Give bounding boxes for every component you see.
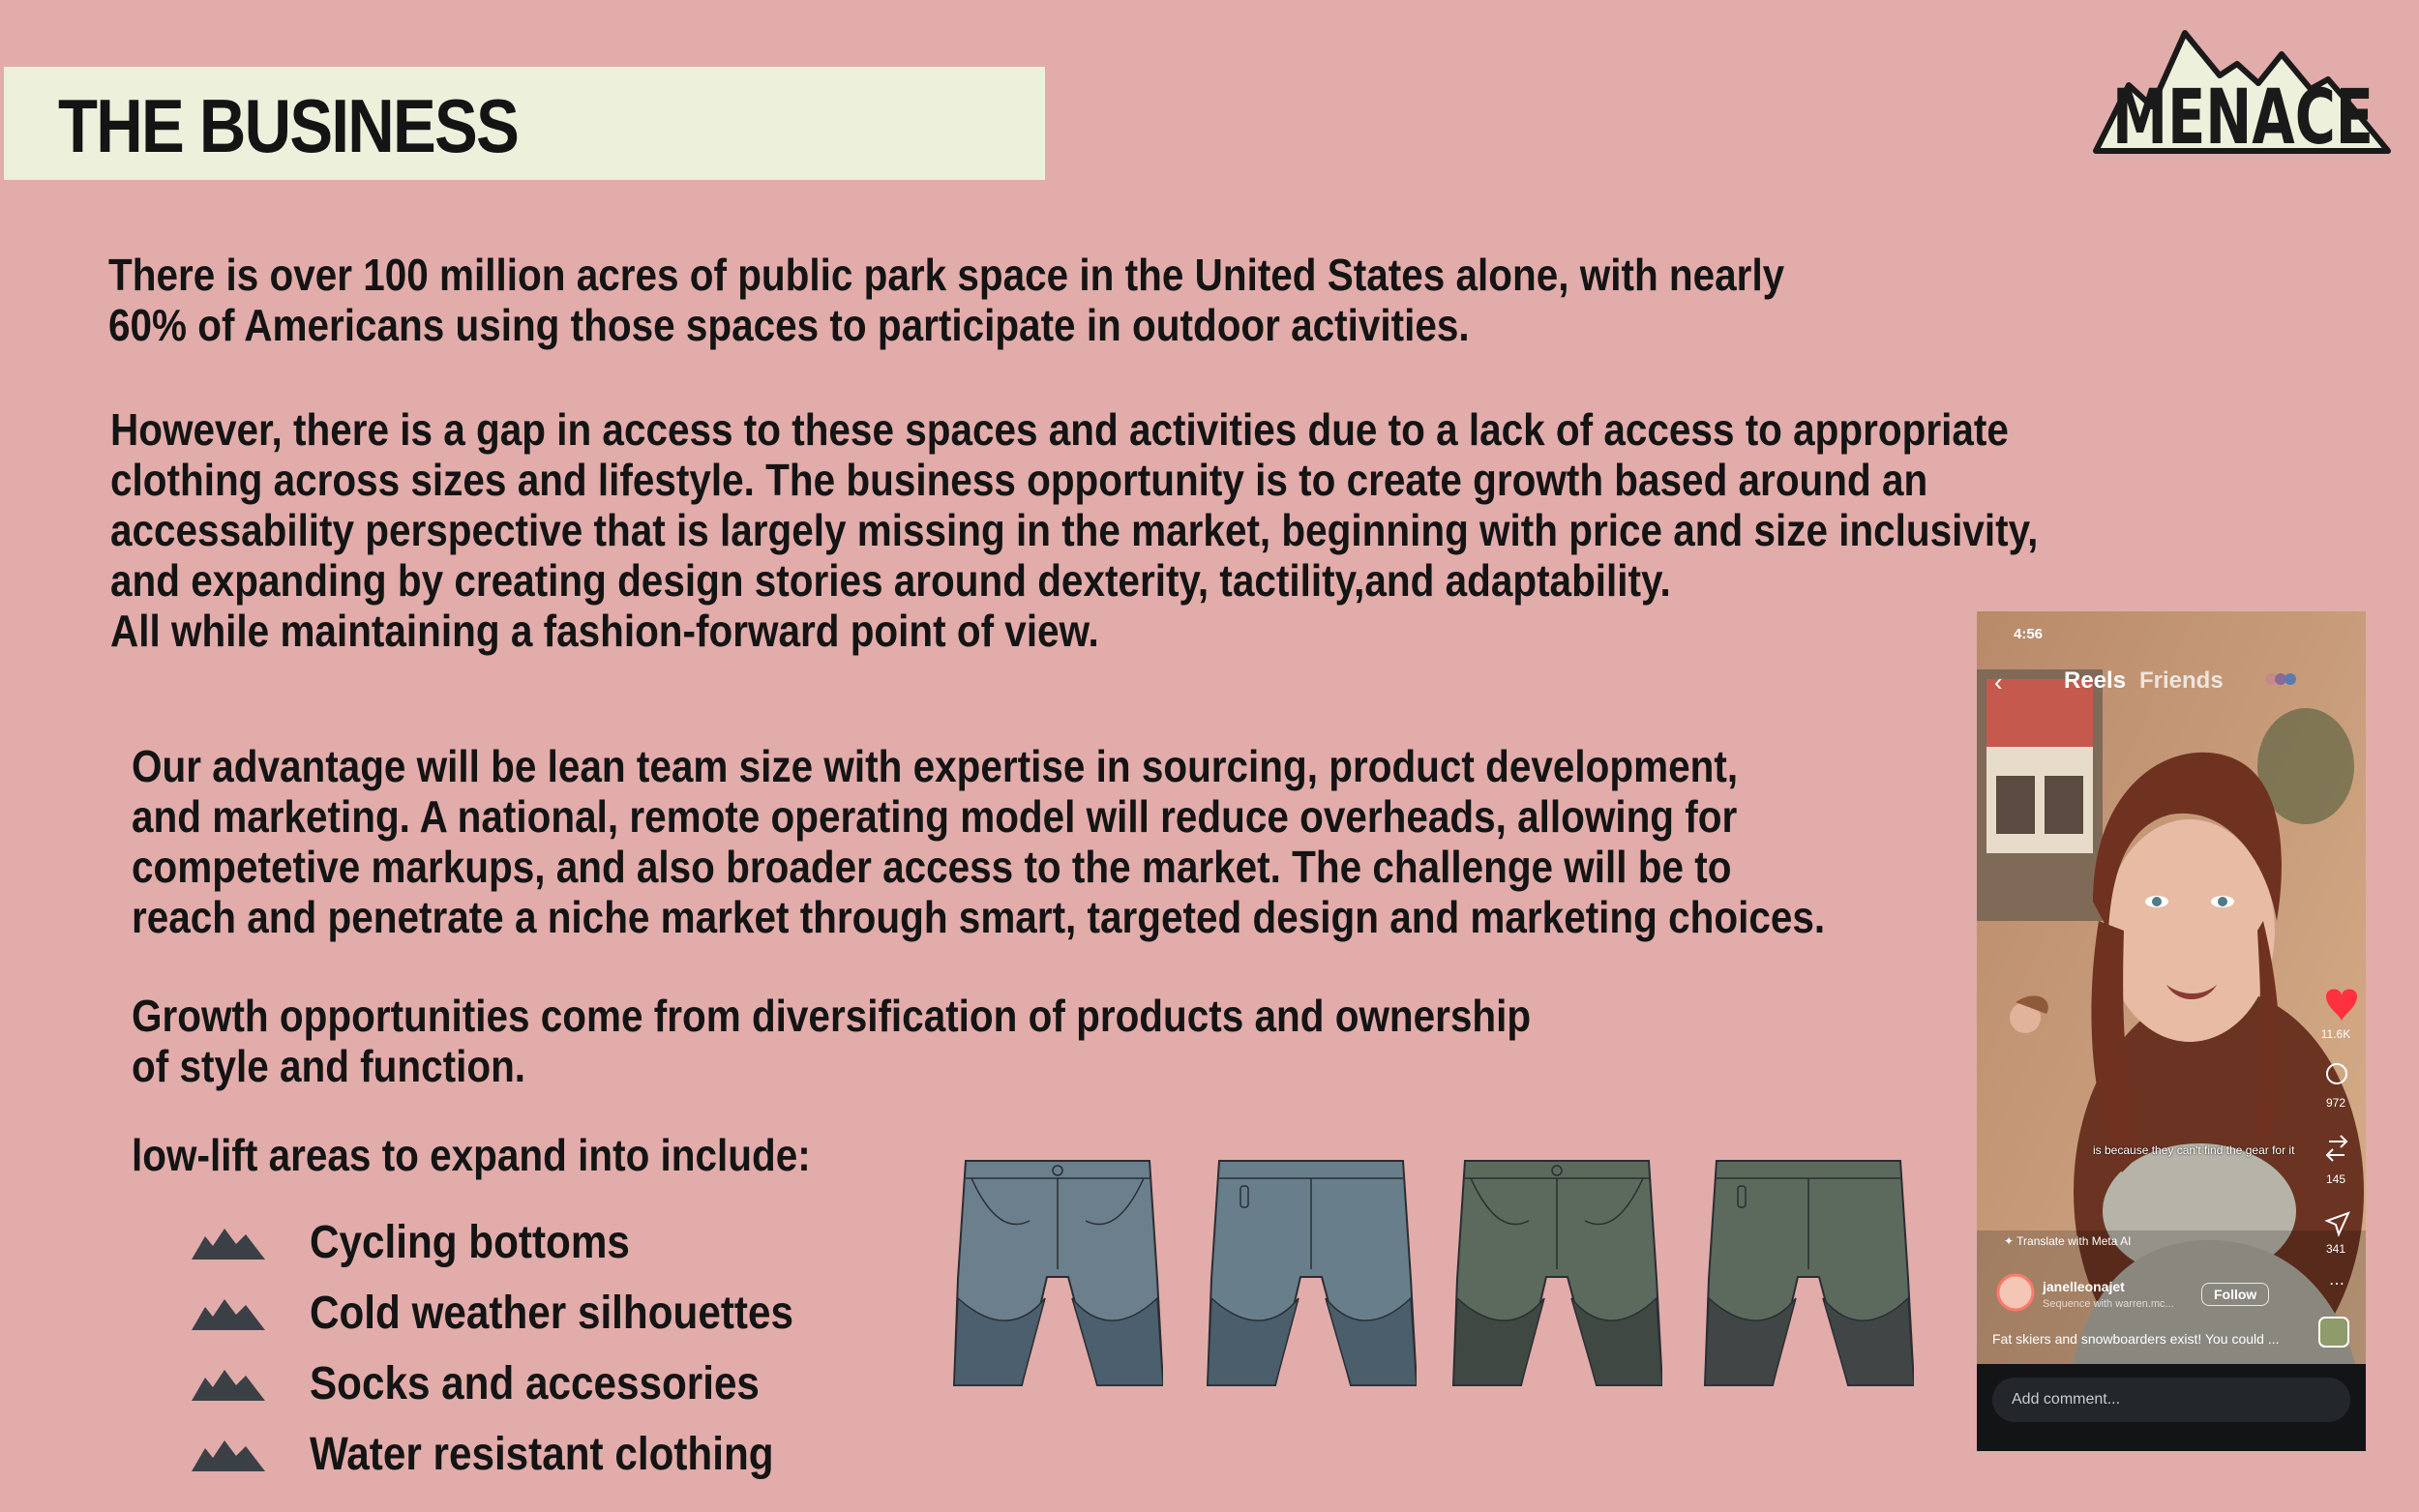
- sequence-credit: Sequence with warren.mc...: [2043, 1298, 2174, 1310]
- comment-count: 972: [2325, 1096, 2346, 1110]
- shorts-illustration-back-green: [1703, 1153, 1914, 1393]
- instagram-reel-screenshot: [1977, 611, 2366, 1451]
- shorts-illustration-front-blue: [952, 1153, 1163, 1393]
- status-time: 4:56: [2014, 626, 2044, 642]
- paragraph-growth: Growth opportunities come from diversification of products and ownership of style and function.: [132, 991, 1532, 1091]
- title-band: [4, 67, 1045, 180]
- paragraph-opportunity: However, there is a gap in access to these spaces and activities due to a lack of access to appropriate clothing across sizes and lifestyle. The business opportunity is to create growth based around an accessability perspective that is largely missing in the market, beginning with price and size inclusivity, and expanding by creating design stories around dexterity, tactility,and adaptability. All while maintaining a fashion-forward point of view.: [110, 404, 2039, 656]
- page-title: THE BUSINESS: [58, 83, 519, 168]
- svg-text:⋯: ⋯: [2329, 1276, 2344, 1292]
- list-item-label: Cold weather silhouettes: [310, 1288, 793, 1339]
- mountain-icon: [192, 1438, 265, 1471]
- reel-caption[interactable]: Fat skiers and snowboarders exist! You could ...: [1992, 1331, 2280, 1347]
- tab-reels[interactable]: Reels: [2064, 667, 2127, 694]
- list-item: [192, 1278, 859, 1349]
- tab-friends[interactable]: Friends: [2139, 667, 2224, 694]
- paragraph-advantage: Our advantage will be lean team size with expertise in sourcing, product development, and marketing. A national, remote operating model will reduce overheads, allowing for competetive markups, and also broader access to the market. The challenge will be to reach and penetrate a niche market through smart, targeted design and marketing choices.: [132, 741, 1826, 942]
- mountain-icon: [192, 1297, 265, 1330]
- like-count: 11.6K: [2320, 1027, 2351, 1041]
- shorts-illustration-back-blue: [1206, 1153, 1417, 1393]
- reel-video-frame: [1977, 611, 2366, 1451]
- logo-wordmark: MENACE: [2112, 74, 2374, 156]
- repost-count: 145: [2325, 1172, 2346, 1186]
- list-item: [192, 1207, 859, 1278]
- mountain-icon: [192, 1368, 265, 1401]
- list-item-label: Cycling bottoms: [310, 1217, 630, 1268]
- back-arrow-icon[interactable]: ‹: [1994, 667, 2003, 697]
- mountain-icon: [192, 1227, 265, 1260]
- video-subtitle: is because they can't find the gear for it: [2093, 1143, 2295, 1157]
- translate-button[interactable]: ✦ Translate with Meta AI: [2004, 1234, 2132, 1248]
- shorts-illustration-front-green: [1451, 1153, 1662, 1393]
- list-item-label: Socks and accessories: [310, 1358, 760, 1409]
- list-item-label: Water resistant clothing: [310, 1429, 774, 1480]
- list-item: [192, 1349, 859, 1419]
- expansion-list: [192, 1207, 859, 1490]
- list-item: [192, 1419, 859, 1490]
- follow-button[interactable]: Follow: [2201, 1283, 2269, 1306]
- username[interactable]: janelleonajet: [2043, 1279, 2125, 1294]
- share-count: 341: [2325, 1242, 2346, 1256]
- add-comment-input[interactable]: [1992, 1378, 2350, 1422]
- paragraph-park-space: There is over 100 million acres of public park space in the United States alone, with nearly 60% of Americans using those spaces to participate in outdoor activities.: [108, 250, 1785, 350]
- paragraph-low-lift: low-lift areas to expand into include:: [132, 1130, 811, 1180]
- menace-logo: [2092, 25, 2394, 156]
- add-comment-placeholder: Add comment...: [2012, 1391, 2121, 1408]
